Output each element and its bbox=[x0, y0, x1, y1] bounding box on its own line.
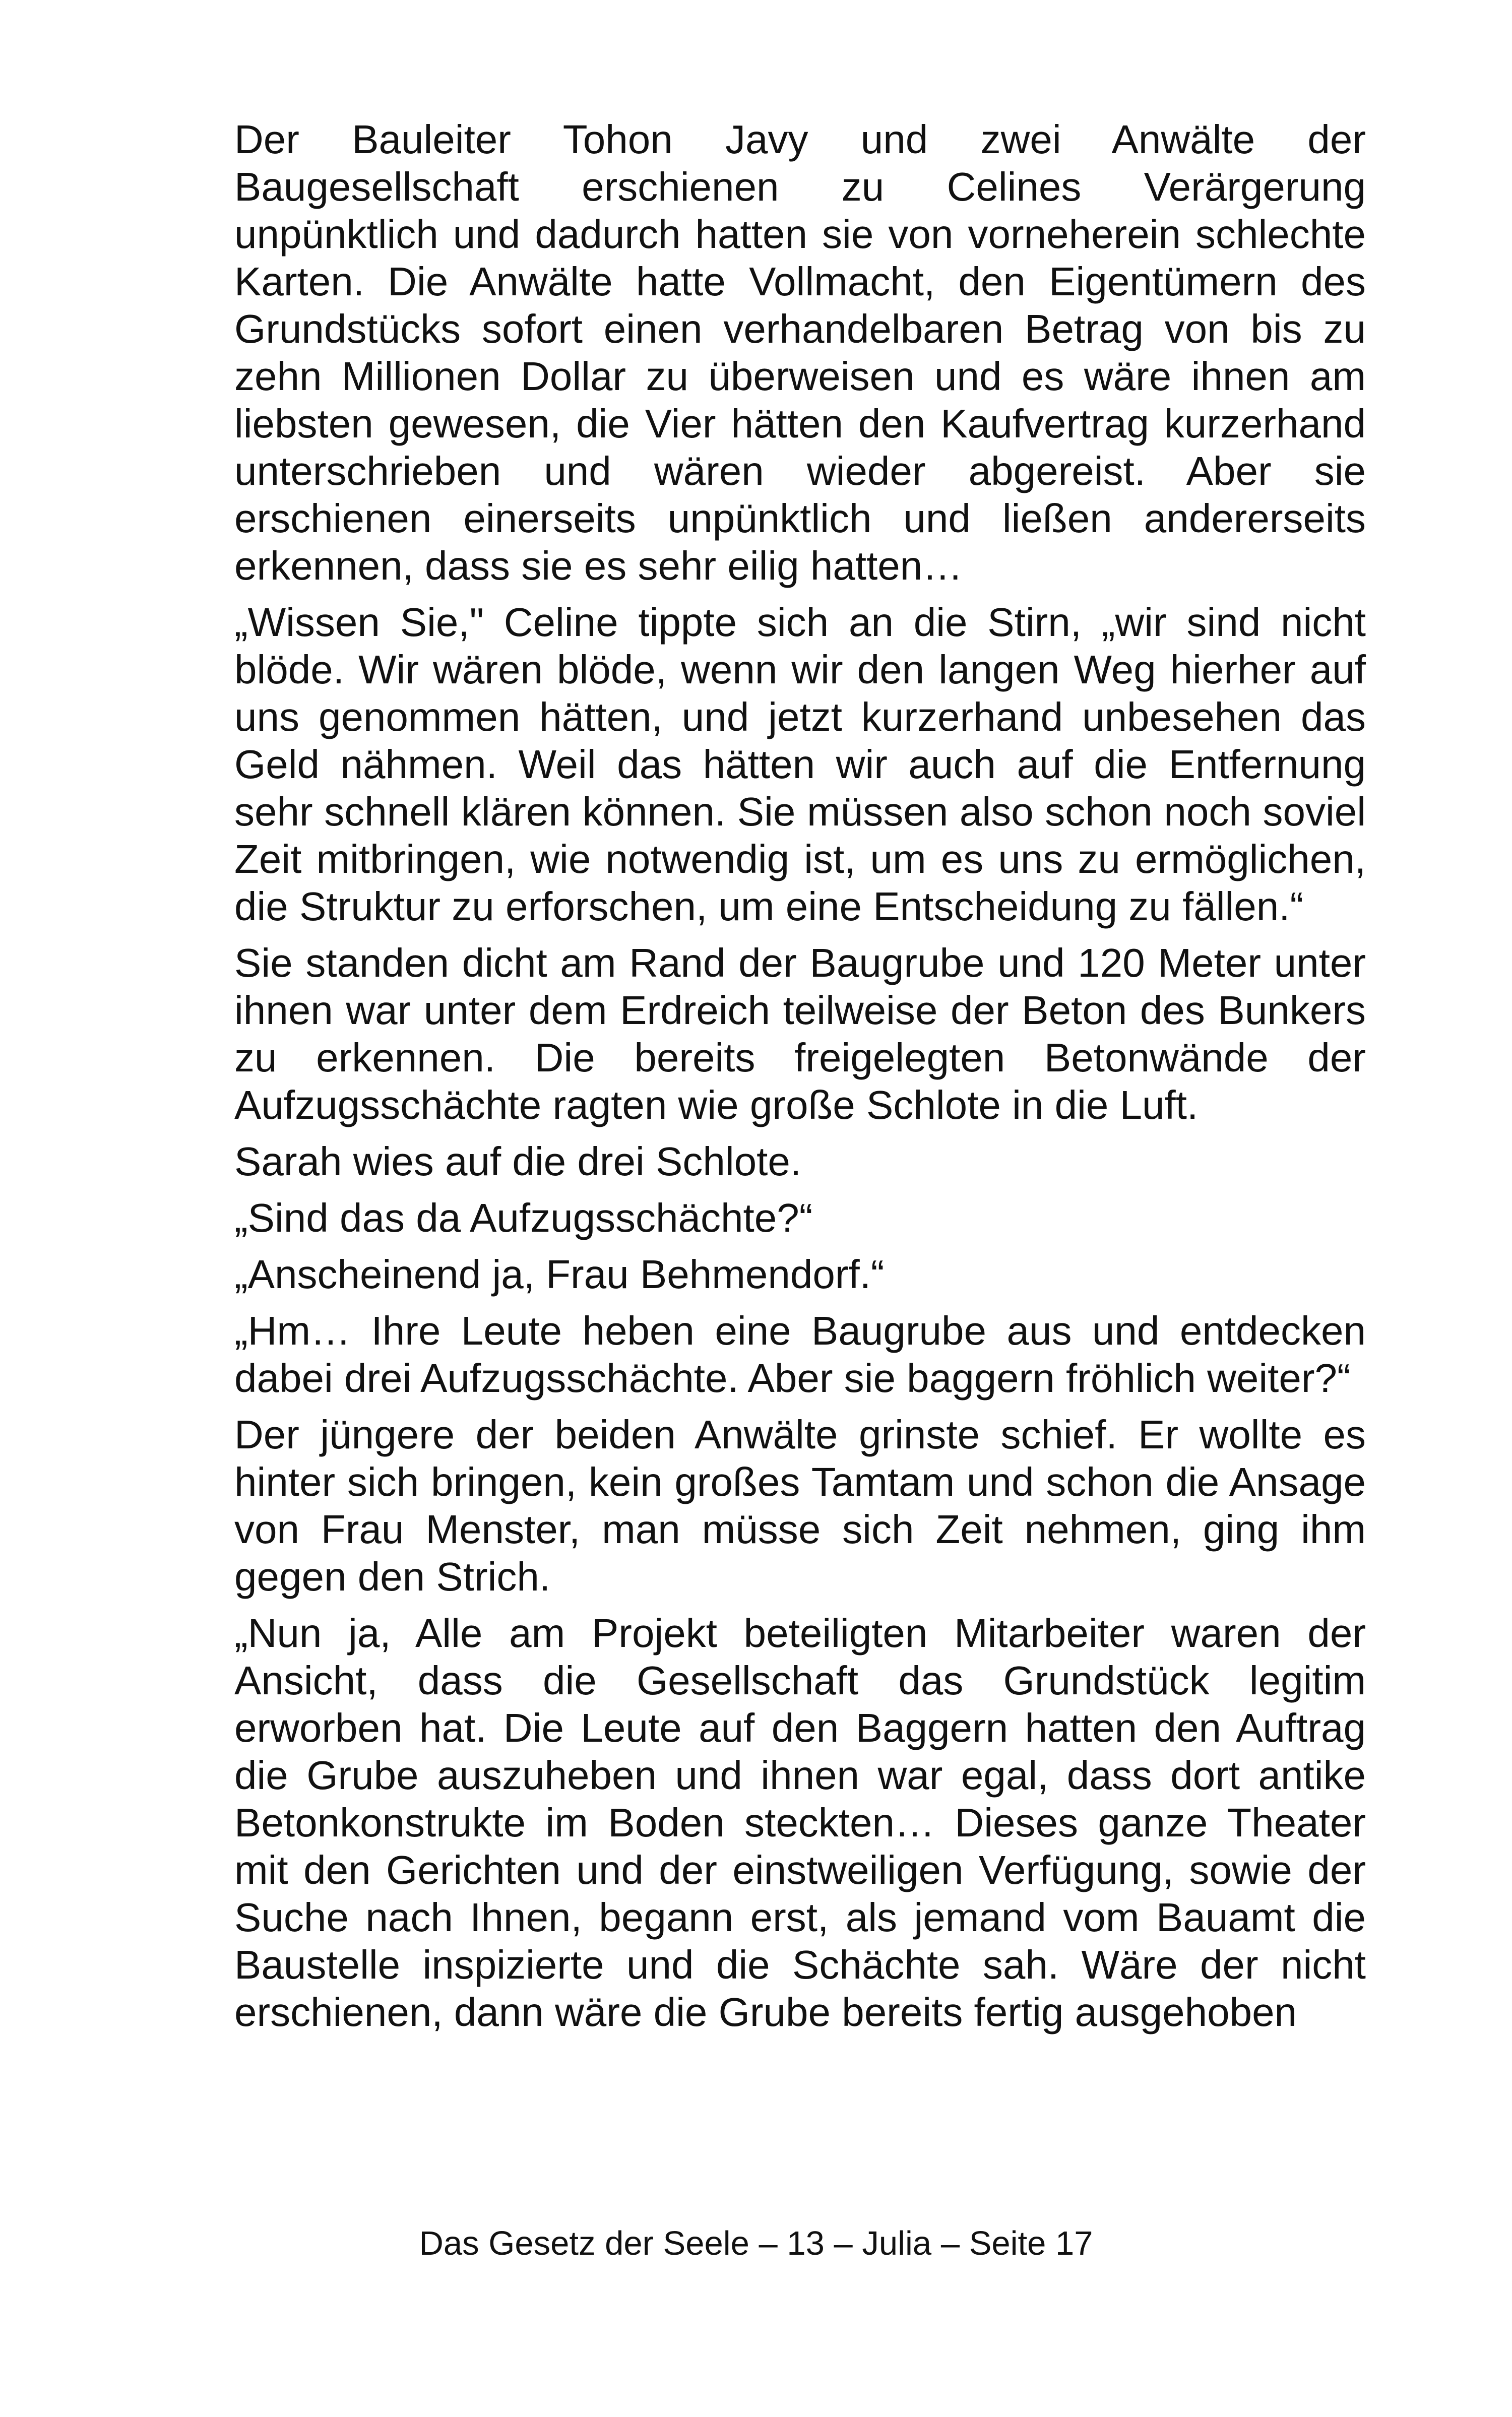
body-text bbox=[234, 116, 1366, 2045]
paragraph: „Nun ja, Alle am Projekt beteiligten Mitarbeiter waren der Ansicht, dass die Gesellschaft das Grundstück legitim erworben hat. Die Leute auf den Baggern hatten den Auftrag die Grube auszuheben und ihnen war egal, dass dort antike Betonkonstrukte im Boden steckten… Dieses ganze Theater mit den Gerichten und der einstweiligen Verfügung, sowie der Suche nach Ihnen, begann erst, als jemand vom Bauamt die Baustelle inspizierte und die Schächte sah. Wäre der nicht erschienen, dann wäre die Grube bereits fertig ausgehoben bbox=[234, 1611, 1366, 2034]
paragraph: Sie standen dicht am Rand der Baugrube und 120 Meter unter ihnen war unter dem Erdreich teilweise der Beton des Bunkers zu erkennen. Die bereits freigelegten Betonwände der Aufzugsschächte ragten wie große Schlote in die Luft. bbox=[234, 940, 1366, 1127]
page-footer: Das Gesetz der Seele – 13 – Julia – Seite 17 bbox=[419, 2224, 1093, 2262]
paragraph: „Hm… Ihre Leute heben eine Baugrube aus und entdecken dabei drei Aufzugsschächte. Aber sie baggern fröhlich weiter?“ bbox=[234, 1308, 1366, 1401]
paragraph: Der jüngere der beiden Anwälte grinste schief. Er wollte es hinter sich bringen, kein großes Tamtam und schon die Ansage von Frau Menster, man müsse sich Zeit nehmen, ging ihm gegen den Strich. bbox=[234, 1412, 1366, 1599]
paragraph: „Anscheinend ja, Frau Behmendorf.“ bbox=[234, 1252, 885, 1297]
paragraph: Der Bauleiter Tohon Javy und zwei Anwälte der Baugesellschaft erschienen zu Celines Verärgerung unpünktlich und dadurch hatten sie von vorneherein schlechte Karten. Die Anwälte hatte Vollmacht, den Eigentümern des Grundstücks sofort einen verhandelbaren Betrag von bis zu zehn Millionen Dollar zu überweisen und es wäre ihnen am liebsten gewesen, die Vier hätten den Kaufvertrag kurzerhand unterschrieben und wären wieder abgereist. Aber sie erschienen einerseits unpünktlich und ließen andererseits erkennen, dass sie es sehr eilig hatten… bbox=[234, 117, 1366, 588]
paragraph: „Wissen Sie," Celine tippte sich an die Stirn, „wir sind nicht blöde. Wir wären blöde, wenn wir den langen Weg hierher auf uns genommen hätten, und jetzt kurzerhand unbesehen das Geld nähmen. Weil das hätten wir auch auf die Entfernung sehr schnell klären können. Sie müssen also schon noch soviel Zeit mitbringen, wie notwendig ist, um es uns zu ermöglichen, die Struktur zu erforschen, um eine Entscheidung zu fällen.“ bbox=[234, 600, 1366, 929]
paragraph: „Sind das da Aufzugsschächte?“ bbox=[234, 1195, 813, 1240]
paragraph: Sarah wies auf die drei Schlote. bbox=[234, 1139, 802, 1184]
